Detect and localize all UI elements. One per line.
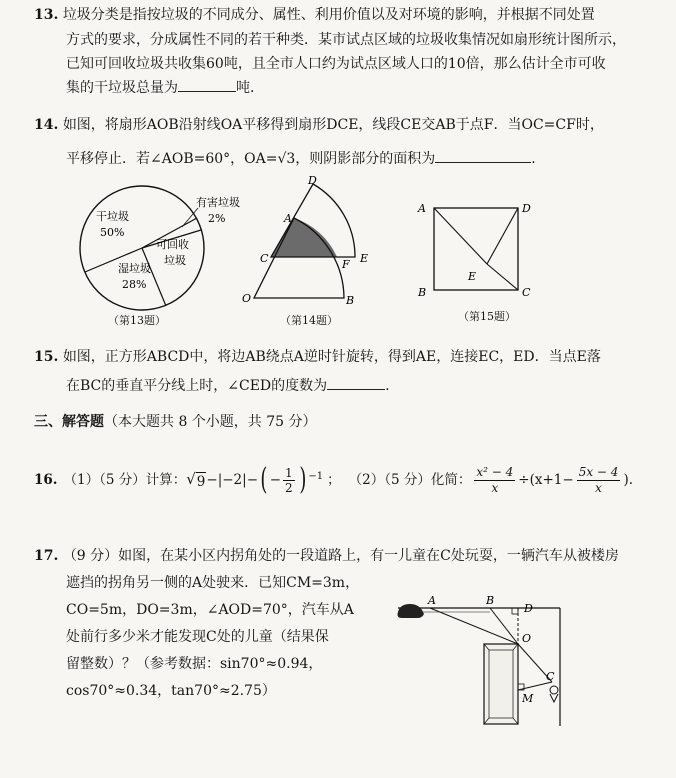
pie-recyc-label-1: 可回收 — [156, 238, 189, 251]
fig14-label-O: O — [242, 292, 252, 305]
q16-line — [34, 458, 633, 502]
q13-text-4a: 集的干垃圾总量为 — [66, 80, 178, 96]
q16-separator: ； — [327, 472, 341, 488]
q13-line-2: 方式的要求，分成属性不同的若干种类．某市试点区域的垃圾收集情况如扇形统计图所示， — [66, 32, 626, 48]
q17-line-2: 遮挡的拐角另一侧的A处驶来．已知CM=3m， — [66, 575, 360, 591]
q16-f1-den: x — [491, 480, 499, 495]
fig14-label-C: C — [260, 252, 269, 265]
sqrt-icon: √ — [186, 469, 196, 488]
q16-part1-label: （1）（5 分）计算： — [63, 472, 187, 488]
q14-text-1: 如图，将扇形AOB沿射线OA平移得到扇形DCE，线段CE交AB于点F．当OC=CF时， — [62, 117, 604, 133]
q16-number: 16. — [34, 472, 58, 488]
q13-line-1 — [34, 6, 595, 24]
fig13-caption: （第13题） — [108, 314, 166, 327]
pie-recyc-label-2: 垃圾 — [164, 254, 186, 267]
fig17-label-A: A — [428, 594, 436, 607]
q16-sqrt — [186, 470, 206, 491]
pie-wet-label: 湿垃圾 — [118, 262, 151, 275]
q16-abs-term: −|−2|− — [206, 472, 259, 488]
pie-divider-wet — [142, 248, 166, 306]
q17-line-4: 处前行多少米才能发现C处的儿童（结果保 — [66, 629, 329, 645]
q17-line-3: CO=5m，DO=3m，∠AOD=70°，汽车从A — [66, 602, 354, 618]
q16-part2-label: （2）（5 分）化简： — [348, 472, 472, 488]
q16-end: ). — [623, 472, 633, 488]
section-3-heading — [34, 413, 317, 431]
q13-answer-blank[interactable] — [178, 91, 236, 92]
fig14-label-D: D — [308, 176, 317, 187]
q17-number: 17. — [34, 548, 59, 564]
right-angle-mark-d — [512, 608, 518, 614]
fig14-label-A: A — [284, 212, 292, 225]
segment-ae — [434, 208, 487, 264]
pie-dry-label: 干垃圾 — [96, 210, 129, 223]
pie-wet-pct: 28% — [122, 278, 147, 291]
q16-f2-num: 5x − 4 — [578, 464, 619, 479]
pie-hazard-label: 有害垃圾 — [196, 196, 240, 209]
q16-frac-num: 1 — [285, 465, 293, 480]
q15-line-2 — [66, 377, 390, 395]
pie-dry-pct: 50% — [100, 226, 125, 239]
q16-neg-sign: − — [269, 472, 282, 488]
q13-text-1: 垃圾分类是指按垃圾的不同成分、属性、利用价值以及对环境的影响，并根据不同处置 — [62, 7, 595, 23]
fig17-label-O: O — [522, 632, 532, 645]
q14-line-1 — [34, 116, 604, 134]
car-icon — [398, 604, 425, 618]
q15-line-1 — [34, 348, 601, 366]
q16-frac-den: 2 — [285, 480, 293, 495]
q16-exponent: −1 — [308, 470, 324, 482]
q16-sqrt-arg: 9 — [196, 473, 206, 490]
fig17-label-D: D — [524, 602, 533, 615]
q15-number: 15. — [34, 349, 59, 365]
q16-fraction — [283, 466, 295, 495]
fig17-label-M: M — [522, 692, 534, 705]
q14-text-2b: . — [531, 151, 536, 167]
left-paren-icon: ( — [260, 462, 268, 497]
fig15-caption: （第15题） — [458, 310, 516, 323]
q15-text-2b: . — [385, 378, 390, 394]
pie-chart-figure — [70, 180, 250, 320]
q14-number: 14. — [34, 117, 59, 133]
q16-f1-num: x² − 4 — [476, 464, 514, 479]
segment-ed — [487, 208, 518, 264]
fig17-label-C: C — [546, 670, 555, 683]
fig14-label-B: B — [346, 294, 355, 307]
line-ao — [430, 608, 518, 644]
fig15-label-E: E — [468, 270, 477, 283]
q13-number: 13. — [34, 7, 59, 23]
fig15-label-A: A — [418, 202, 426, 215]
sector-figure — [238, 176, 388, 311]
q16-f2-den: x — [595, 480, 602, 495]
fig15-label-D: D — [522, 202, 531, 215]
fig15-label-B: B — [418, 286, 427, 299]
fig17-label-B: B — [486, 594, 495, 607]
line-mc — [518, 682, 552, 690]
q17-text-1: （9 分）如图，在某小区内拐角处的一段道路上，有一儿童在C处玩耍，一辆汽车从被楼房 — [62, 548, 619, 564]
q15-text-1: 如图，正方形ABCD中，将边AB绕点A逆时针旋转，得到AE，连接EC，ED．当点E落 — [62, 349, 601, 365]
q13-line-4 — [66, 79, 264, 97]
right-paren-icon: ) — [299, 462, 307, 497]
q16-paren-frac — [258, 462, 324, 497]
fig15-label-C: C — [522, 286, 531, 299]
q13-text-4b: 吨． — [236, 80, 264, 96]
road-figure — [390, 586, 590, 732]
q16-fraction-1 — [474, 465, 515, 496]
q17-line-6: cos70°≈0.34，tan70°≈2.75） — [66, 683, 276, 699]
q17-line-5: 留整数）？（参考数据：sin70°≈0.94， — [66, 656, 323, 672]
q14-answer-blank[interactable] — [435, 162, 531, 163]
q14-line-2 — [66, 150, 536, 168]
fig14-label-E: E — [360, 252, 369, 265]
fig14-label-F: F — [342, 258, 350, 271]
section-3-note: （本大题共 8 个小题，共 75 分） — [104, 414, 317, 430]
q16-fraction-2 — [577, 465, 621, 496]
section-3-title: 三、解答题 — [34, 414, 104, 430]
q14-text-2a: 平移停止．若∠AOB=60°，OA=√3，则阴影部分的面积为 — [66, 151, 436, 167]
child-icon — [550, 686, 558, 694]
child-body-icon — [550, 694, 558, 702]
q13-line-3: 已知可回收垃圾共收集60吨，且全市人口约为试点区域人口的10倍，那么估计全市可收 — [66, 56, 606, 72]
q17-line-1 — [34, 547, 619, 565]
q16-operator: ÷(x+1− — [518, 472, 574, 488]
fig14-caption: （第14题） — [280, 314, 338, 327]
segment-ec — [487, 264, 518, 290]
pie-hazard-pct: 2% — [208, 212, 226, 225]
q15-text-2a: 在BC的垂直平分线上时，∠CED的度数为 — [66, 378, 328, 394]
square-figure — [414, 196, 534, 301]
q15-answer-blank[interactable] — [327, 389, 385, 390]
